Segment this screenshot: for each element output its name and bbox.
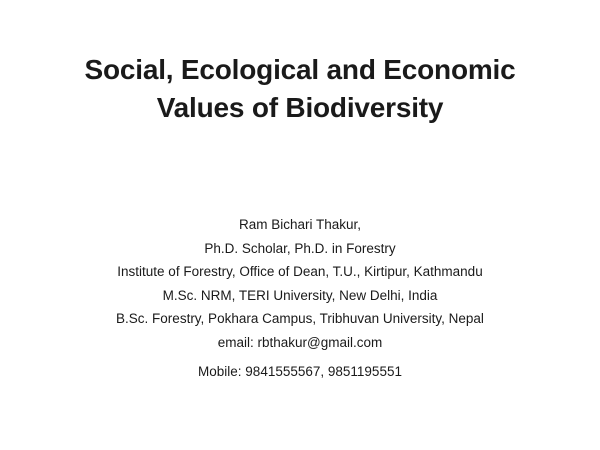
author-degree: Ph.D. Scholar, Ph.D. in Forestry	[204, 240, 396, 256]
author-msc: M.Sc. NRM, TERI University, New Delhi, India	[162, 287, 438, 303]
author-name: Ram Bichari Thakur,	[238, 217, 362, 232]
author-info	[20, 213, 580, 354]
author-mobile: Mobile: 9841555567, 9851195551	[198, 364, 402, 379]
author-institute: Institute of Forestry, Office of Dean, T.U., Kirtipur, Kathmandu	[117, 264, 483, 279]
slide-title	[30, 51, 570, 127]
author-email: email: rbthakur@gmail.com	[217, 334, 383, 350]
slide-title-line-2: Values of Biodiversity	[156, 92, 444, 123]
slide-title-line-1: Social, Ecological and Economic	[84, 54, 516, 85]
author-bsc: B.Sc. Forestry, Pokhara Campus, Tribhuvan University, Nepal	[116, 311, 484, 326]
